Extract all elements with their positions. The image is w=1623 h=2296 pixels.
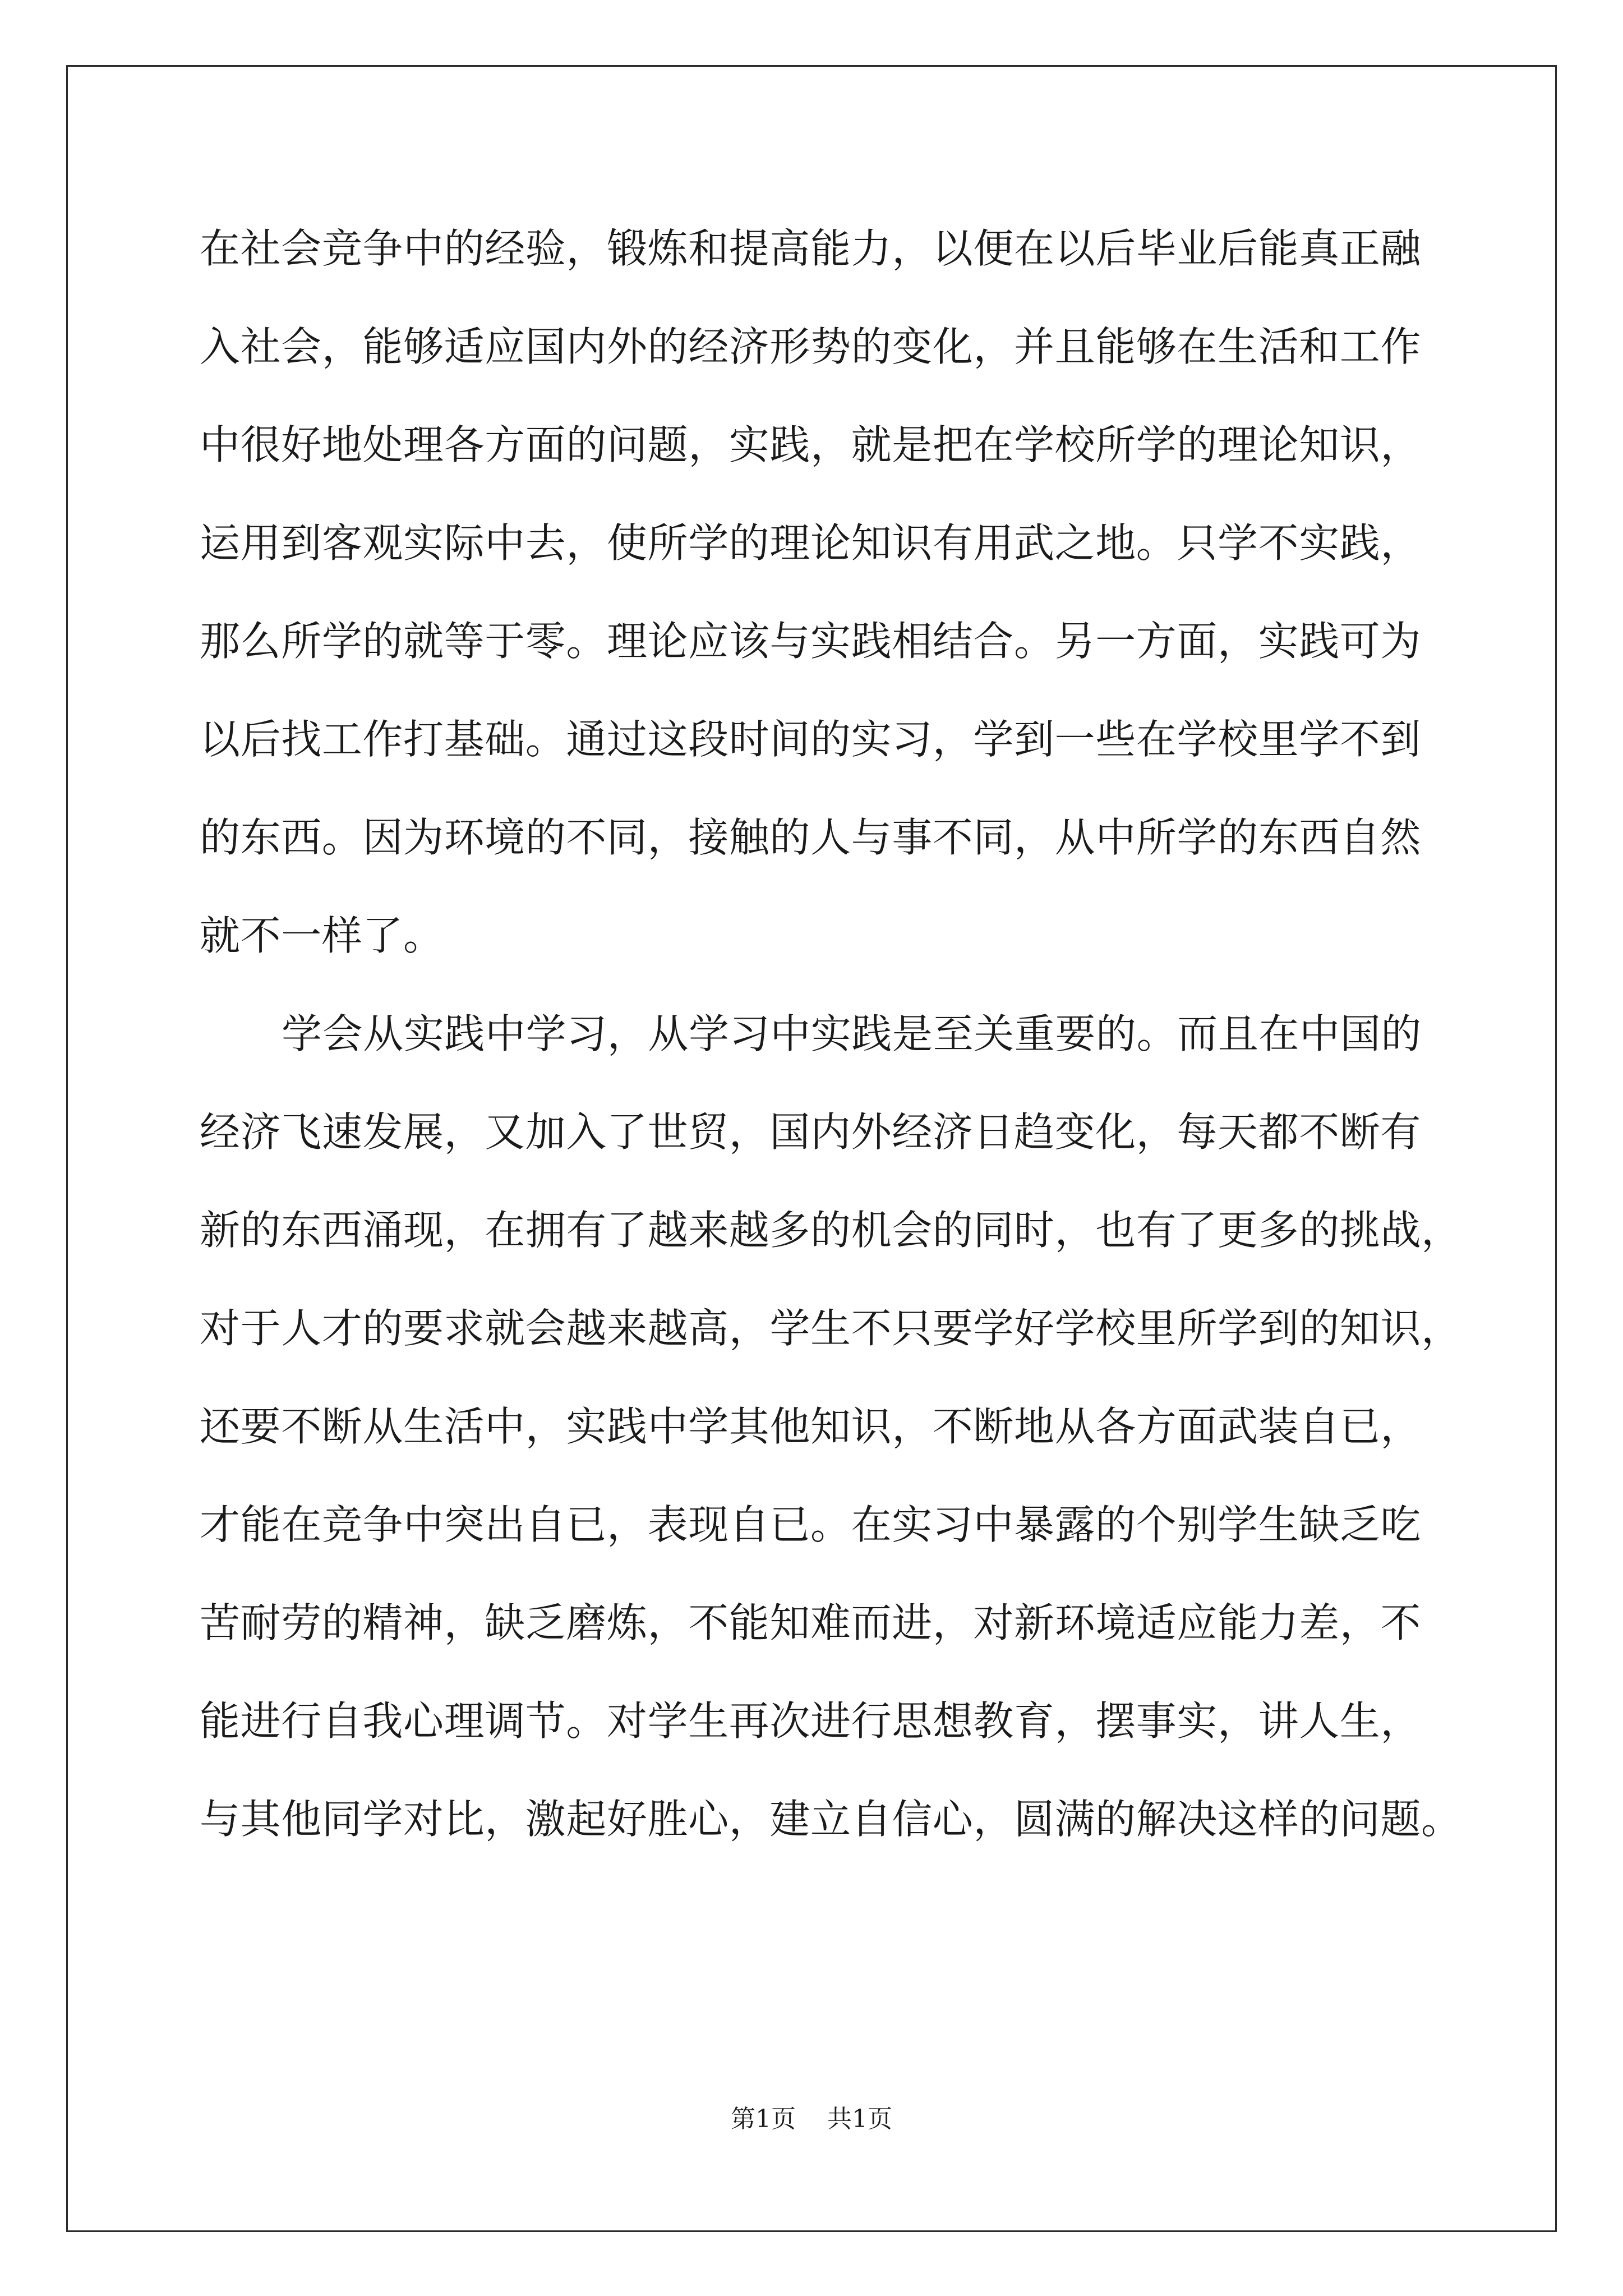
text-line: 与其他同学对比，激起好胜心，建立自信心，圆满的解决这样的问题。 [200, 1796, 1462, 1843]
document-body [200, 212, 1462, 1881]
text-line: 那么所学的就等于零。理论应该与实践相结合。另一方面，实践可为 [200, 618, 1422, 665]
text-line: 对于人才的要求就会越来越高，学生不只要学好学校里所学到的知识， [200, 1305, 1462, 1352]
text-line: 新的东西涌现，在拥有了越来越多的机会的同时，也有了更多的挑战， [200, 1207, 1462, 1254]
page-total: 共1页 [827, 2105, 892, 2133]
text-line: 就不一样了。 [200, 912, 444, 959]
text-line: 的东西。因为环境的不同，接触的人与事不同，从中所学的东西自然 [200, 814, 1422, 861]
text-line: 在社会竞争中的经验，锻炼和提高能力，以便在以后毕业后能真正融 [200, 225, 1422, 272]
page-footer [0, 2102, 1623, 2136]
text-line: 苦耐劳的精神，缺乏磨炼，不能知难而进，对新环境适应能力差，不 [200, 1599, 1422, 1646]
text-line: 入社会，能够适应国内外的经济形势的变化，并且能够在生活和工作 [200, 323, 1422, 370]
text-line: 能进行自我心理调节。对学生再次进行思想教育，摆事实，讲人生， [200, 1697, 1422, 1745]
text-line: 中很好地处理各方面的问题，实践，就是把在学校所学的理论知识， [200, 421, 1422, 468]
text-line: 经济飞速发展，又加入了世贸，国内外经济日趋变化，每天都不断有 [200, 1108, 1422, 1156]
page-number: 第1页 [731, 2105, 796, 2133]
text-line: 才能在竞争中突出自已，表现自已。在实习中暴露的个别学生缺乏吃 [200, 1501, 1422, 1548]
text-line: 还要不断从生活中，实践中学其他知识，不断地从各方面武装自已， [200, 1403, 1422, 1450]
paragraph-start-line: 学会从实践中学习，从学习中实践是至关重要的。而且在中国的 [282, 1010, 1422, 1057]
text-line: 以后找工作打基础。通过这段时间的实习，学到一些在学校里学不到 [200, 716, 1422, 763]
text-line: 运用到客观实际中去，使所学的理论知识有用武之地。只学不实践， [200, 519, 1422, 567]
